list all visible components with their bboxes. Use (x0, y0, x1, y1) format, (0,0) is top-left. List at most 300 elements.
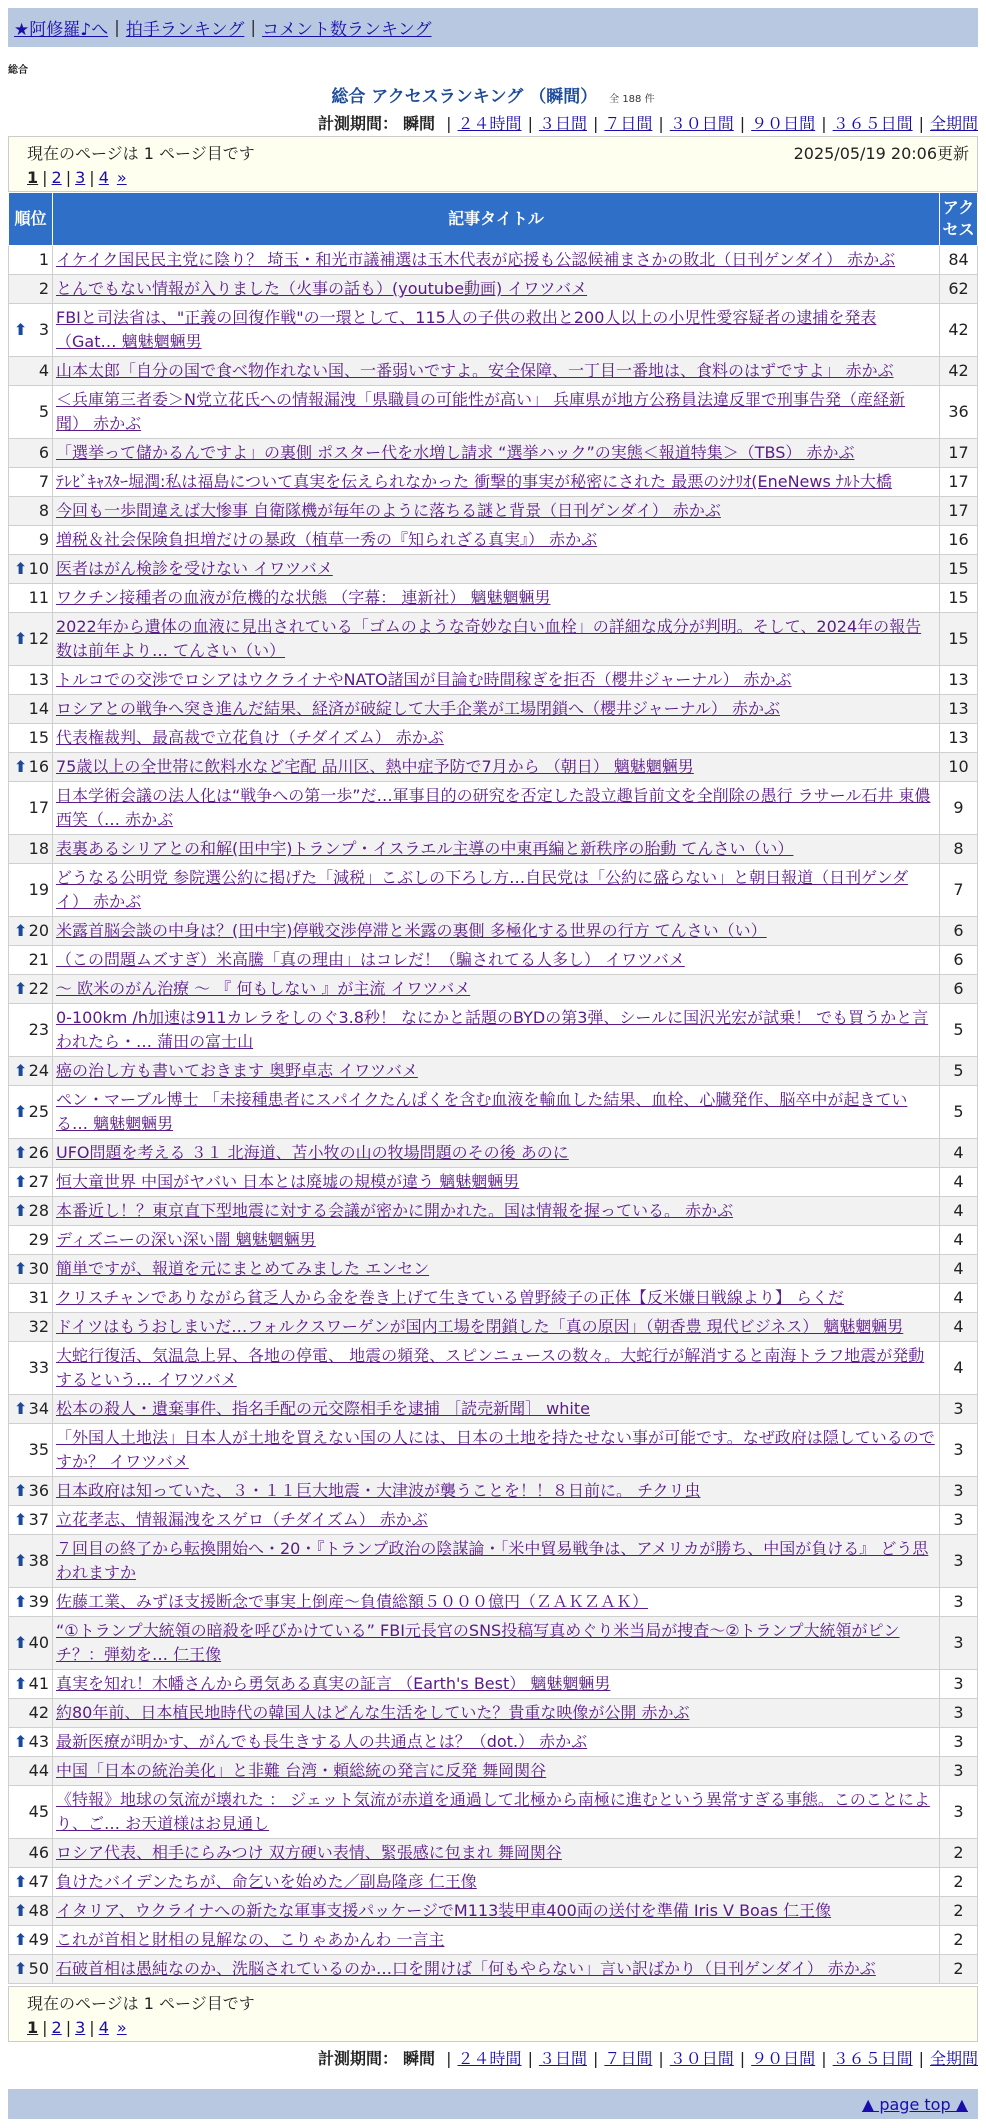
title-cell (53, 304, 940, 357)
separator: | (446, 114, 452, 133)
article-link[interactable]: 山本太郎「自分の国で食べ物作れない国、一番弱いですよ。安全保障、一丁目一番地は、食料のはずですよ」 赤かぶ (56, 361, 894, 380)
article-link[interactable]: （この問題ムズすぎ）米高騰「真の理由」はコレだ！（騙されてる人多し） イワツバメ (56, 950, 685, 969)
article-link[interactable]: ﾃﾚﾋﾞｷｬｽﾀｰ堀潤:私は福島について真実を伝えられなかった 衝撃的事実が秘密にされた 最悪のｼﾅﾘｵ(EneNews ﾅﾙﾄ大橋 (56, 472, 892, 491)
access-count: 8 (940, 835, 978, 864)
separator: | (89, 168, 95, 187)
period-option-link[interactable]: ９０日間 (751, 2049, 816, 2068)
title-cell (53, 1728, 940, 1757)
up-arrow-icon: ⬆ (14, 1901, 28, 1920)
up-arrow-icon: ⬆ (14, 1551, 28, 1570)
access-count: 17 (940, 468, 978, 497)
article-link[interactable]: 代表権裁判、最高裁で立花負け（チダイズム） 赤かぶ (56, 728, 444, 747)
separator: | (42, 168, 48, 187)
article-link[interactable]: これが首相と財相の見解なの、こりゃあかんわ 一言主 (56, 1930, 445, 1949)
article-link[interactable]: 《特報》地球の気流が壊れた ： ジェット気流が赤道を通過して北極から南極に進むという異常すぎる事態。このことにより、ご… お天道様はお見通し (56, 1790, 930, 1833)
separator: | (739, 2049, 746, 2068)
page-info-text-bottom: 現在のページは 1 ページ目です (27, 1994, 255, 2013)
rank-number: 42 (28, 1703, 49, 1722)
table-row (9, 975, 978, 1004)
rank-number: 29 (28, 1230, 49, 1249)
rank-number: 36 (28, 1481, 49, 1500)
rank-cell (9, 782, 53, 835)
period-option-link[interactable]: ９０日間 (751, 114, 816, 133)
access-count: 4 (940, 1168, 978, 1197)
page-link[interactable]: 3 (75, 168, 86, 187)
table-row (9, 782, 978, 835)
article-link[interactable]: 最新医療が明かす、がんでも長生きする人の共通点とは？（dot.） 赤かぶ (56, 1732, 588, 1751)
table-row (9, 1168, 978, 1197)
access-count: 6 (940, 975, 978, 1004)
title-cell (53, 1535, 940, 1588)
rank-number: 28 (28, 1201, 49, 1220)
access-count: 3 (940, 1617, 978, 1670)
rank-cell (9, 1757, 53, 1786)
rank-number: 46 (28, 1843, 49, 1862)
up-arrow-icon: ⬆ (14, 1201, 28, 1220)
rank-cell (9, 246, 53, 275)
table-row (9, 1786, 978, 1839)
rank-cell (9, 357, 53, 386)
comment-ranking-link[interactable]: コメント数ランキング (262, 20, 432, 40)
period-option-link[interactable]: ３日間 (538, 114, 587, 133)
table-row (9, 1535, 978, 1588)
rank-cell (9, 1477, 53, 1506)
access-count: 2 (940, 1839, 978, 1868)
rank-number: 26 (28, 1143, 49, 1162)
rank-number: 6 (38, 443, 49, 462)
table-row (9, 1424, 978, 1477)
table-row (9, 439, 978, 468)
title-cell (53, 864, 940, 917)
title-cell (53, 1168, 940, 1197)
rank-cell (9, 1313, 53, 1342)
up-arrow-icon: ⬆ (14, 1872, 28, 1891)
article-link[interactable]: 75歳以上の全世帯に飲料水など宅配 品川区、熱中症予防で7月から （朝日） 魑魅魍魎男 (56, 757, 694, 776)
rank-cell (9, 1255, 53, 1284)
header-title: 記事タイトル (53, 193, 940, 246)
article-link[interactable]: 立花孝志、情報漏洩をスゲロ（チダイズム） 赤かぶ (56, 1510, 428, 1529)
page-current: 1 (27, 168, 39, 187)
access-count: 62 (940, 275, 978, 304)
access-count: 16 (940, 526, 978, 555)
separator: | (658, 2049, 664, 2068)
period-option-link[interactable]: ２４時間 (457, 2049, 522, 2068)
rank-cell (9, 1535, 53, 1588)
rank-cell (9, 1168, 53, 1197)
rank-cell (9, 1086, 53, 1139)
rank-number: 7 (38, 472, 49, 491)
rank-number: 31 (28, 1288, 49, 1307)
table-row (9, 1588, 978, 1617)
rank-number: 16 (28, 757, 49, 776)
rank-cell (9, 497, 53, 526)
separator: | (658, 114, 664, 133)
table-row (9, 1617, 978, 1670)
rank-number: 39 (28, 1592, 49, 1611)
rank-cell (9, 724, 53, 753)
access-count: 4 (940, 1342, 978, 1395)
title-cell (53, 975, 940, 1004)
up-arrow-icon: ⬆ (14, 1259, 28, 1278)
rank-cell (9, 1868, 53, 1897)
period-current: 瞬間 (403, 114, 436, 133)
up-arrow-icon: ⬆ (14, 1102, 28, 1121)
article-link[interactable]: 石破首相は愚純なのか、洗脳されているのか…口を開けば「何もやらない」言い訳ばかり（日刊ゲンダイ） 赤かぶ (56, 1959, 876, 1978)
article-link[interactable]: 日本学術会議の法人化は“戦争への第一歩”だ…軍事目的の研究を否定した設立趣旨前文を全削除の愚行 ラサール石井 東儂西笑（… 赤かぶ (56, 786, 931, 829)
access-count: 5 (940, 1057, 978, 1086)
period-option-link[interactable]: ３日間 (538, 2049, 587, 2068)
rank-number: 37 (28, 1510, 49, 1529)
table-row (9, 526, 978, 555)
up-arrow-icon: ⬆ (14, 757, 28, 776)
access-count: 4 (940, 1313, 978, 1342)
rank-number: 9 (38, 530, 49, 549)
access-count: 5 (940, 1004, 978, 1057)
article-link[interactable]: 2022年から遺体の血液に見出されている「ゴムのような奇妙な白い血栓」の詳細な成分が判明。そして、2024年の報告数は前年より… てんさい（い） (56, 617, 922, 660)
rank-number: 35 (28, 1440, 49, 1459)
page-top-link[interactable]: ▲ page top ▲ (861, 2094, 968, 2114)
article-link[interactable]: 「選挙って儲かるんですよ」の裏側 ポスター代を水増し請求 “選挙ハック”の実態＜報道特集＞（TBS） 赤かぶ (56, 443, 855, 462)
access-count: 2 (940, 1897, 978, 1926)
rank-number: 43 (28, 1732, 49, 1751)
table-row (9, 555, 978, 584)
table-row (9, 1139, 978, 1168)
access-count: 9 (940, 782, 978, 835)
table-row (9, 1313, 978, 1342)
table-row (9, 1004, 978, 1057)
article-link[interactable]: イタリア、ウクライナへの新たな軍事支援パッケージでM113装甲車400両の送付を準備 Iris V Boas 仁王像 (56, 1901, 832, 1920)
title-cell (53, 1506, 940, 1535)
article-link[interactable]: ７回目の終了から転換開始へ・20・『トランプ政治の陰謀論・「米中貿易戦争は、アメリカが勝ち、中国が負ける』 どう思われますか (56, 1539, 929, 1582)
period-option-link[interactable]: 全期間 (929, 114, 978, 133)
page-link[interactable]: 2 (51, 168, 62, 187)
rank-number: 5 (38, 402, 49, 421)
table-row (9, 468, 978, 497)
separator: | (821, 2049, 827, 2068)
title-cell (53, 1839, 940, 1868)
table-row (9, 584, 978, 613)
rank-cell (9, 1004, 53, 1057)
table-row (9, 304, 978, 357)
title-cell (53, 1424, 940, 1477)
rank-number: 19 (28, 880, 49, 899)
title-cell (53, 1197, 940, 1226)
table-row (9, 1226, 978, 1255)
title-cell (53, 782, 940, 835)
title-cell (53, 1477, 940, 1506)
rank-cell (9, 1139, 53, 1168)
access-count: 3 (940, 1477, 978, 1506)
up-arrow-icon: ⬆ (14, 1592, 28, 1611)
access-count: 3 (940, 1506, 978, 1535)
rank-number: 8 (38, 501, 49, 520)
article-link[interactable]: ワクチン接種者の血液が危機的な状態 （字幕： 連新社） 魑魅魍魎男 (56, 588, 551, 607)
access-count: 17 (940, 439, 978, 468)
article-link[interactable]: 表裏あるシリアとの和解(田中宇)トランプ・イスラエル主導の中東再編と新秩序の胎動 てんさい（い） (56, 839, 794, 858)
article-link[interactable]: ディズニーの深い深い闇 魑魅魍魎男 (56, 1230, 316, 1249)
total-count: 全 188 件 (609, 94, 655, 105)
pagination-links (27, 168, 969, 187)
table-row (9, 1839, 978, 1868)
title-cell (53, 753, 940, 782)
rank-number: 25 (28, 1102, 49, 1121)
article-link[interactable]: どうなる公明党 参院選公約に掲げた「減税」こぶしの下ろし方…自民党は「公約に盛らない」と朝日報道（日刊ゲンダイ） 赤かぶ (56, 868, 909, 911)
page-current: 1 (27, 2018, 39, 2037)
title-cell (53, 1004, 940, 1057)
article-link[interactable]: 約80年前、日本植民地時代の韓国人はどんな生活をしていた？貴重な映像が公開 赤かぶ (56, 1703, 690, 1722)
rank-number: 30 (28, 1259, 49, 1278)
table-row (9, 917, 978, 946)
table-row (9, 1728, 978, 1757)
rank-cell (9, 1728, 53, 1757)
table-row (9, 1506, 978, 1535)
home-link[interactable]: ★阿修羅♪へ (14, 20, 109, 40)
article-link[interactable]: 米露首脳会談の中身は？(田中宇)停戦交渉停滞と米露の裏側 多極化する世界の行方 てんさい（い） (56, 921, 767, 940)
access-count: 7 (940, 864, 978, 917)
rank-number: 11 (28, 588, 49, 607)
up-arrow-icon: ⬆ (14, 559, 28, 578)
pagination-box-bottom (8, 1986, 978, 2042)
article-link[interactable]: 真実を知れ！木幡さんから勇気ある真実の証言 （Earth's Best） 魑魅魍魎男 (56, 1674, 611, 1693)
separator: | (918, 2049, 924, 2068)
bottom-bar (8, 2089, 978, 2119)
category-label: 総合 (8, 65, 28, 76)
access-count: 4 (940, 1226, 978, 1255)
article-link[interactable]: ペン・マーブル博士 「未接種患者にスパイクたんぱくを含む血液を輸血した結果、血栓、心臓発作、脳卒中が起きている… 魑魅魍魎男 (56, 1090, 908, 1133)
title-cell (53, 1897, 940, 1926)
separator: | (527, 2049, 533, 2068)
rank-cell (9, 1955, 53, 1984)
table-row (9, 695, 978, 724)
up-arrow-icon: ⬆ (14, 1481, 28, 1500)
article-link[interactable]: 恒大童世界 中国がヤバい 日本とは廃墟の規模が違う 魑魅魍魎男 (56, 1172, 520, 1191)
table-row (9, 864, 978, 917)
rank-cell (9, 386, 53, 439)
next-page-link[interactable]: » (116, 168, 127, 187)
page-title (0, 82, 986, 107)
rank-cell (9, 1897, 53, 1926)
period-option-link[interactable]: ７日間 (604, 2049, 653, 2068)
article-link[interactable]: 癌の治し方も書いておきます 奥野卓志 イワツバメ (56, 1061, 418, 1080)
title-cell (53, 835, 940, 864)
article-link[interactable]: トルコでの交渉でロシアはウクライナやNATO諸国が目論む時間稼ぎを拒否（櫻井ジャーナル） 赤かぶ (56, 670, 792, 689)
separator: | (527, 114, 533, 133)
period-option-link[interactable]: ２４時間 (457, 114, 522, 133)
title-cell (53, 1670, 940, 1699)
separator: | (65, 168, 72, 187)
article-link[interactable]: ＜兵庫第三者委＞N党立花氏への情報漏洩「県職員の可能性が高い」 兵庫県が地方公務員法違反罪で刑事告発（産経新聞） 赤かぶ (56, 390, 906, 433)
title-cell (53, 1868, 940, 1897)
rank-cell (9, 864, 53, 917)
access-count: 15 (940, 584, 978, 613)
rank-number: 12 (28, 629, 49, 648)
table-row (9, 1477, 978, 1506)
access-count: 4 (940, 1255, 978, 1284)
up-arrow-icon: ⬆ (14, 1732, 28, 1751)
separator: | (42, 2018, 48, 2037)
rank-cell (9, 975, 53, 1004)
article-link[interactable]: 大蛇行復活、気温急上昇、各地の停電、 地震の頻発、スピンニュースの数々。大蛇行が解消すると南海トラフ地震が発動するという… イワツバメ (56, 1346, 925, 1389)
period-option-link[interactable]: ３６５日間 (832, 114, 913, 133)
rank-cell (9, 1839, 53, 1868)
article-link[interactable]: “①トランプ大統領の暗殺を呼びかけている” FBI元長官のSNS投稿写真めぐり米当局が捜査～②トランプ大統領がピンチ？：弾劾を… 仁王像 (56, 1621, 900, 1664)
period-label: 計測期間： (317, 114, 398, 133)
period-selector-top (0, 111, 978, 134)
title-cell (53, 1699, 940, 1728)
header-access: アクセス (940, 193, 978, 246)
period-option-link[interactable]: 全期間 (929, 2049, 978, 2068)
article-link[interactable]: FBIと司法省は、"正義の回復作戦"の一環として、115人の子供の救出と200人以上の小児性愛容疑者の逮捕を発表（Gat… 魑魅魍魎男 (56, 308, 877, 351)
title-cell (53, 584, 940, 613)
article-link[interactable]: 簡単ですが、報道を元にまとめてみました エンセン (56, 1259, 430, 1278)
title-cell (53, 1342, 940, 1395)
article-link[interactable]: とんでもない情報が入りました（火事の話も）(youtube動画) イワツバメ (56, 279, 588, 298)
access-count: 2 (940, 1926, 978, 1955)
article-link[interactable]: ロシア代表、相手にらみつけ 双方硬い表情、緊張感に包まれ 舞岡関谷 (56, 1843, 562, 1862)
rank-cell (9, 1197, 53, 1226)
table-row (9, 1284, 978, 1313)
rank-cell (9, 695, 53, 724)
separator: | (89, 2018, 95, 2037)
page-link[interactable]: 4 (98, 168, 109, 187)
rank-number: 41 (28, 1674, 49, 1693)
article-link[interactable]: 日本政府は知っていた、３・１１巨大地震・大津波が襲うことを！！８日前に。 チクリ虫 (56, 1481, 701, 1500)
period-option-link[interactable]: ３０日間 (669, 2049, 734, 2068)
table-row (9, 1057, 978, 1086)
title-cell (53, 1757, 940, 1786)
title-cell (53, 1057, 940, 1086)
table-row (9, 1086, 978, 1139)
access-count: 42 (940, 357, 978, 386)
title-cell (53, 1226, 940, 1255)
rank-cell (9, 275, 53, 304)
article-link[interactable]: 松本の殺人・遺棄事件、指名手配の元交際相手を逮捕 ［読売新聞］ white (56, 1399, 590, 1418)
access-count: 3 (940, 1670, 978, 1699)
rank-cell (9, 1926, 53, 1955)
up-arrow-icon: ⬆ (14, 979, 28, 998)
table-row (9, 357, 978, 386)
up-arrow-icon: ⬆ (14, 1143, 28, 1162)
title-cell (53, 1395, 940, 1424)
hakushu-ranking-link[interactable]: 拍手ランキング (125, 20, 245, 40)
title-cell (53, 946, 940, 975)
article-link[interactable]: ～ 欧米のがん治療 ～ 『 何もしない 』が主流 イワツバメ (56, 979, 471, 998)
table-row (9, 1670, 978, 1699)
access-count: 3 (940, 1395, 978, 1424)
table-row (9, 1699, 978, 1728)
period-selector-bottom (0, 2046, 978, 2069)
rank-cell (9, 1506, 53, 1535)
title-cell (53, 1588, 940, 1617)
rank-cell (9, 584, 53, 613)
title-cell (53, 497, 940, 526)
table-row (9, 835, 978, 864)
rank-cell (9, 1670, 53, 1699)
period-current-bottom: 瞬間 (403, 2049, 436, 2068)
article-link[interactable]: UFO問題を考える ３１ 北海道、苫小牧の山の牧場問題のその後 あのに (56, 1143, 569, 1162)
table-row (9, 1342, 978, 1395)
article-link[interactable]: 増税＆社会保険負担増だけの暴政（植草一秀の『知られざる真実』） 赤かぶ (56, 530, 598, 549)
rank-cell (9, 1699, 53, 1728)
updated-time: 2025/05/19 20:06更新 (793, 144, 969, 163)
article-link[interactable]: 0-100km /h加速は911カレラをしのぐ3.8秒！ なにかと話題のBYDの第3弾、シールに国沢光宏が試乗！ でも買うかと言われたら・… 蒲田の富士山 (56, 1008, 929, 1051)
rank-cell (9, 666, 53, 695)
article-link[interactable]: ロシアとの戦争へ突き進んだ結果、経済が破綻して大手企業が工場閉鎖へ（櫻井ジャーナル） 赤かぶ (56, 699, 780, 718)
access-count: 3 (940, 1588, 978, 1617)
separator: | (114, 17, 120, 38)
rank-number: 32 (28, 1317, 49, 1336)
rank-number: 45 (28, 1802, 49, 1821)
article-link[interactable]: 負けたバイデンたちが、命乞いを始めた／副島隆彦 仁王像 (56, 1872, 477, 1891)
rank-cell (9, 1395, 53, 1424)
article-link[interactable]: 「外国人土地法」日本人が土地を買えない国の人には、日本の土地を持たせない事が可能です。なぜ政府は隠しているのですか？ イワツバメ (56, 1428, 935, 1471)
article-link[interactable]: 今回も一歩間違えば大惨事 自衛隊機が毎年のように落ちる謎と背景（日刊ゲンダイ） 赤かぶ (56, 501, 721, 520)
rank-cell (9, 1342, 53, 1395)
article-link[interactable]: イケイク国民民主党に陰り？ 埼玉・和光市議補選は玉木代表が応援も公認候補まさかの敗北（日刊ゲンダイ） 赤かぶ (56, 250, 896, 269)
page-link[interactable]: 2 (51, 2018, 62, 2037)
page-link[interactable]: 4 (98, 2018, 109, 2037)
period-option-link[interactable]: ７日間 (604, 114, 653, 133)
article-link[interactable]: 本番近し！？東京直下型地震に対する会議が密かに開かれた。国は情報を握っている。 赤かぶ (56, 1201, 734, 1220)
access-count: 3 (940, 1757, 978, 1786)
up-arrow-icon: ⬆ (14, 1510, 28, 1529)
access-count: 17 (940, 497, 978, 526)
table-row (9, 724, 978, 753)
rank-cell (9, 835, 53, 864)
access-count: 15 (940, 613, 978, 666)
page-info-text: 現在のページは 1 ページ目です (27, 144, 255, 163)
separator: | (592, 2049, 599, 2068)
rank-cell (9, 1284, 53, 1313)
access-count: 3 (940, 1786, 978, 1839)
article-link[interactable]: 中国「日本の統治美化」と非難 台湾・頼総統の発言に反発 舞岡関谷 (56, 1761, 547, 1780)
access-count: 13 (940, 666, 978, 695)
up-arrow-icon: ⬆ (14, 1399, 28, 1418)
table-row (9, 666, 978, 695)
access-count: 13 (940, 695, 978, 724)
title-cell (53, 1284, 940, 1313)
title-cell (53, 246, 940, 275)
title-cell (53, 555, 940, 584)
period-option-link[interactable]: ３６５日間 (832, 2049, 913, 2068)
title-cell (53, 1139, 940, 1168)
up-arrow-icon: ⬆ (14, 1959, 28, 1978)
rank-number: 22 (28, 979, 49, 998)
rank-cell (9, 946, 53, 975)
up-arrow-icon: ⬆ (14, 1930, 28, 1949)
page-link[interactable]: 3 (75, 2018, 86, 2037)
access-count: 4 (940, 1139, 978, 1168)
article-link[interactable]: 佐藤工業、みずほ支援断念で事実上倒産～負債総額５０００億円（ＺＡＫＺＡＫ） (56, 1592, 649, 1611)
rank-number: 49 (28, 1930, 49, 1949)
article-link[interactable]: 医者はがん検診を受けない イワツバメ (56, 559, 333, 578)
period-option-link[interactable]: ３０日間 (669, 114, 734, 133)
rank-number: 4 (38, 361, 49, 380)
title-cell (53, 386, 940, 439)
ranking-title: 総合 アクセスランキング （瞬間） (331, 87, 598, 107)
rank-cell (9, 1424, 53, 1477)
period-label-bottom: 計測期間： (317, 2049, 398, 2068)
article-link[interactable]: クリスチャンでありながら貧乏人から金を巻き上げて生きている曽野綾子の正体【反米嫌日戦線より】 らくだ (56, 1288, 844, 1307)
pagination-links-bottom (27, 2018, 969, 2037)
access-count: 2 (940, 1868, 978, 1897)
table-row (9, 1897, 978, 1926)
title-cell (53, 613, 940, 666)
up-arrow-icon: ⬆ (14, 1172, 28, 1191)
article-link[interactable]: ドイツはもうおしまいだ…フォルクスワーゲンが国内工場を閉鎖した「真の原因」（朝香豊 現代ビジネス） 魑魅魍魎男 (56, 1317, 904, 1336)
table-row (9, 1197, 978, 1226)
next-page-link[interactable]: » (116, 2018, 127, 2037)
